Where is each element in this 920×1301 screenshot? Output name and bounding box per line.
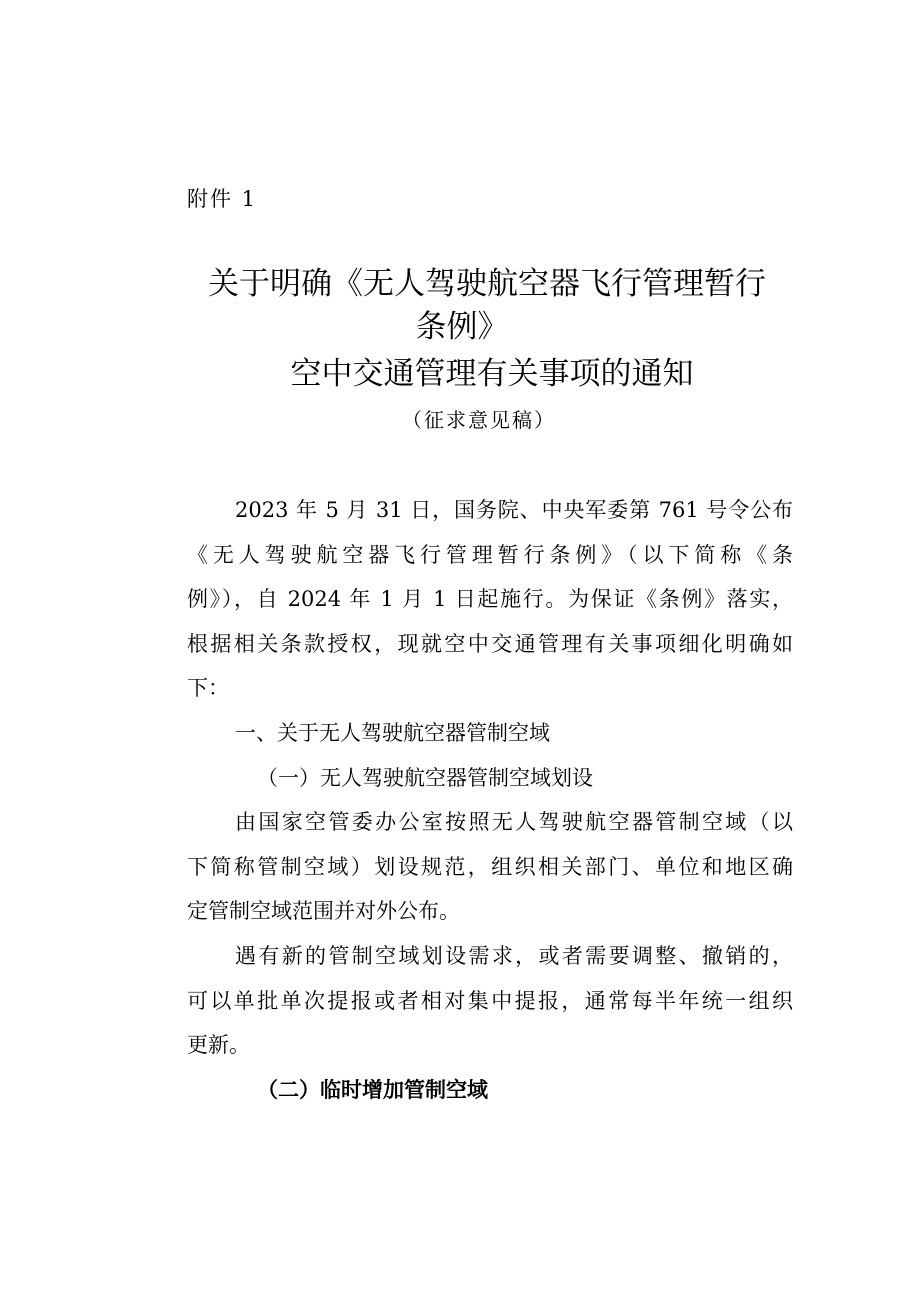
attachment-label: 附件 1 <box>187 187 258 211</box>
subsection-1-heading: （一）无人驾驶航空器管制空域划设 <box>257 765 593 790</box>
intro-line-2: 《无人驾驶航空器飞行管理暂行条例》（以下简称《条 <box>187 542 793 567</box>
para-2-line-1: 遇有新的管制空域划设需求，或者需要调整、撤销的， <box>235 943 793 968</box>
document-body <box>187 488 793 1112</box>
para-1-line-2: 下简称管制空域）划设规范，组织相关部门、单位和地区确 <box>187 854 793 879</box>
subsection-2-heading: （二）临时增加管制空域 <box>257 1076 488 1102</box>
document-subtitle: （征求意见稿） <box>402 408 556 432</box>
intro-line-1: 2023 年 5 月 31 日，国务院、中央军委第 761 号令公布 <box>235 498 793 522</box>
para-1-line-1: 由国家空管委办公室按照无人驾驶航空器管制空域（以 <box>235 810 793 835</box>
intro-line-4: 根据相关条款授权，现就空中交通管理有关事项细化明确如 <box>187 631 793 656</box>
document-title-line-2: 条例》 <box>415 309 509 345</box>
intro-line-3: 例》），自 2024 年 1 月 1 日起施行。为保证《条例》落实， <box>187 587 793 612</box>
document-title-line-1: 关于明确《无人驾驶航空器飞行管理暂行 <box>208 266 766 302</box>
para-2-line-3: 更新。 <box>187 1033 250 1058</box>
para-2-line-2: 可以单批单次提报或者相对集中提报，通常每半年统一组织 <box>187 988 793 1013</box>
intro-line-5: 下： <box>187 676 229 701</box>
para-1-line-3: 定管制空域范围并对外公布。 <box>187 899 460 924</box>
section-1-heading: 一、关于无人驾驶航空器管制空域 <box>235 720 550 745</box>
document-title-line-3: 空中交通管理有关事项的通知 <box>290 356 694 392</box>
